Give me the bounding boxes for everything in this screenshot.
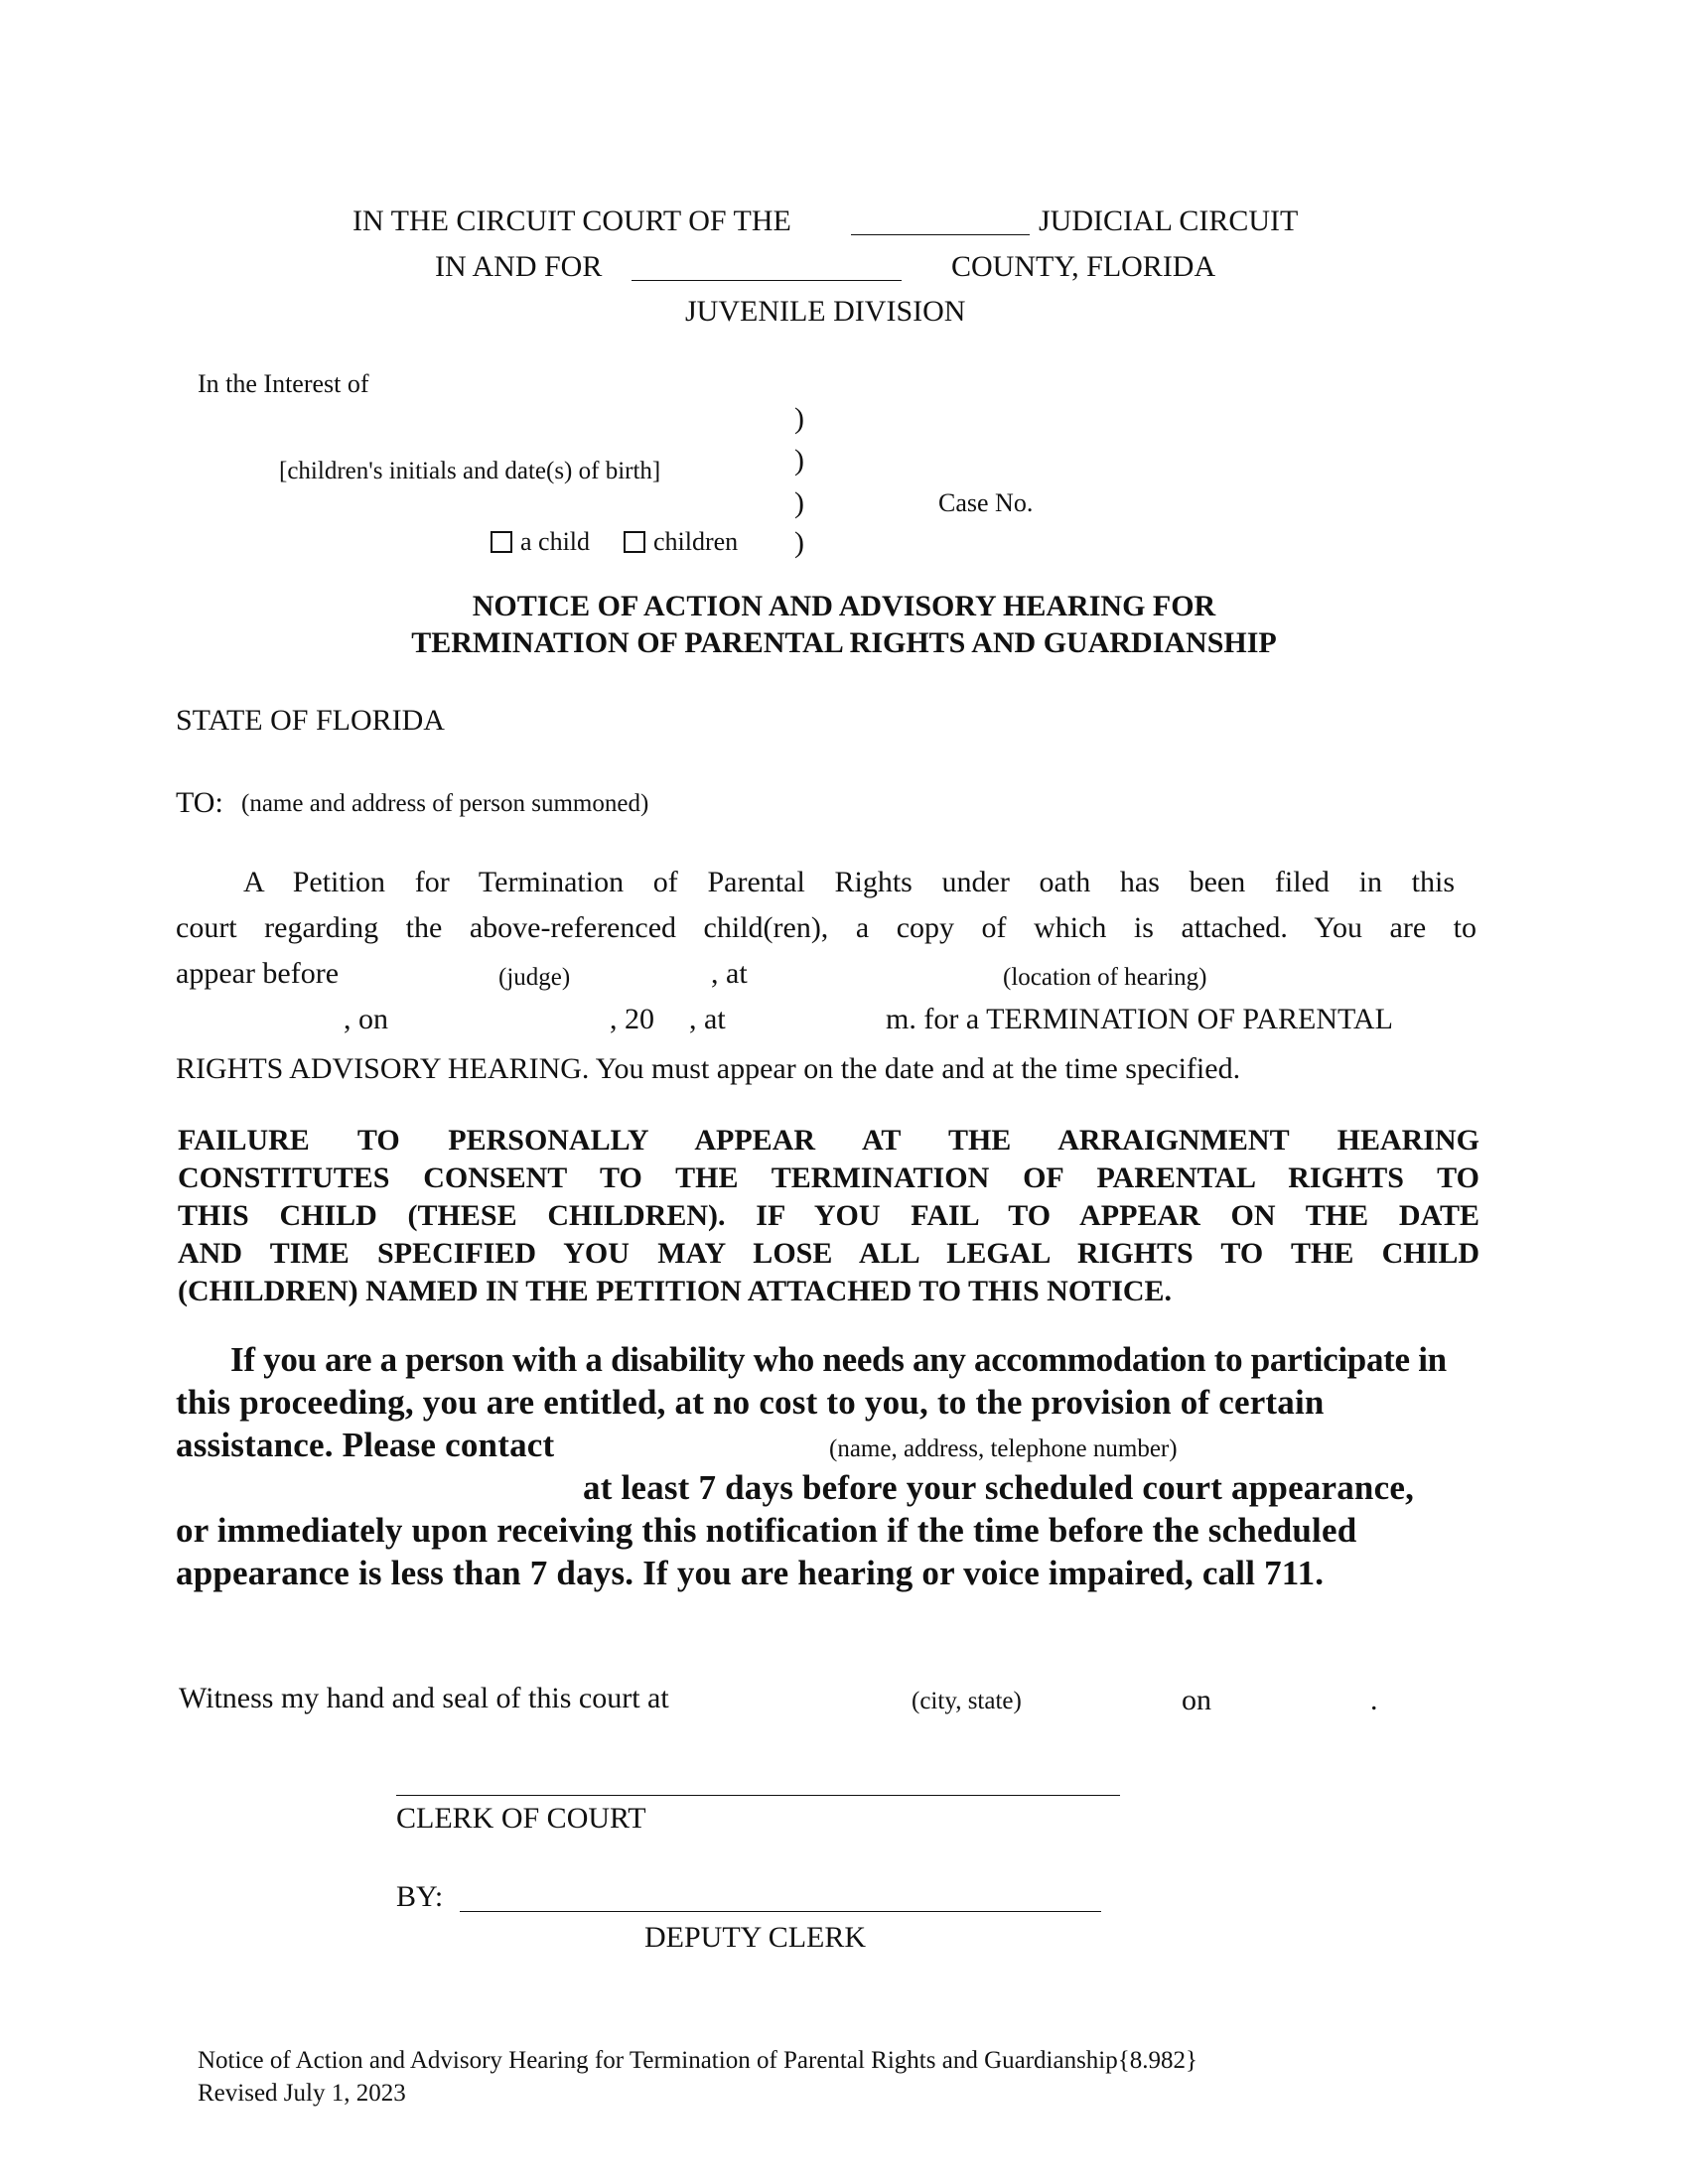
ada-line6: appearance is less than 7 days. If you are hearing or voice impaired, call 711. [176, 1554, 1325, 1592]
location-hint: (location of hearing) [1003, 964, 1207, 991]
in-interest-of: In the Interest of [198, 369, 369, 398]
clerk-of-court: CLERK OF COURT [396, 1802, 646, 1835]
ada-line2: this proceeding, you are entitled, at no cost to you, to the provision of certain [176, 1383, 1325, 1422]
warning-line2: CONSTITUTES CONSENT TO THE TERMINATION OF PARENTAL RIGHTS TO [178, 1161, 1479, 1194]
by-label: BY: [396, 1880, 444, 1913]
children-hint: [children's initials and date(s) of birth] [279, 458, 661, 484]
paren-2: ) [794, 444, 804, 477]
judge-hint: (judge) [498, 964, 571, 991]
caption-line3: JUVENILE DIVISION [685, 295, 966, 328]
case-no-label: Case No. [938, 488, 1034, 517]
warning-line1: FAILURE TO PERSONALLY APPEAR AT THE ARRAIGNMENT HEARING [178, 1124, 1479, 1157]
deputy-signature-line [460, 1911, 1101, 1912]
caption-line2-a: IN AND FOR [435, 250, 603, 283]
checkbox-icon[interactable] [491, 531, 512, 553]
warning-line4: AND TIME SPECIFIED YOU MAY LOSE ALL LEGAL RIGHTS TO THE CHILD [178, 1237, 1479, 1270]
warning-line3: THIS CHILD (THESE CHILDREN). IF YOU FAIL TO APPEAR ON THE DATE [178, 1199, 1479, 1232]
ada-line1: If you are a person with a disability who needs any accommodation to participate in [230, 1340, 1447, 1379]
ada-line5: or immediately upon receiving this notification if the time before the scheduled [176, 1511, 1357, 1550]
city-hint: (city, state) [912, 1688, 1022, 1714]
witness-on: on [1182, 1684, 1211, 1716]
footer-line1: Notice of Action and Advisory Hearing for Termination of Parental Rights and Guardianship{8.982} [198, 2047, 1198, 2074]
caption-line2-b: COUNTY, FLORIDA [951, 250, 1216, 283]
ada-line3: assistance. Please contact [176, 1426, 555, 1464]
appear-before: appear before [176, 957, 340, 990]
warning-line5: (CHILDREN) NAMED IN THE PETITION ATTACHED TO THIS NOTICE. [178, 1275, 1173, 1307]
paren-1: ) [794, 402, 804, 435]
paren-4: ) [794, 526, 804, 559]
m-for: m. for a TERMINATION OF PARENTAL [886, 1003, 1393, 1035]
county-blank [632, 280, 902, 281]
title-line1: NOTICE OF ACTION AND ADVISORY HEARING FOR [472, 590, 1216, 622]
checkbox-children[interactable]: children [624, 527, 738, 557]
footer-line2: Revised July 1, 2023 [198, 2080, 406, 2107]
clerk-signature-line [396, 1795, 1120, 1796]
circuit-blank [851, 234, 1030, 235]
at-2: , at [689, 1003, 726, 1035]
ada-line4: at least 7 days before your scheduled court appearance, [583, 1468, 1415, 1507]
state-of-florida: STATE OF FLORIDA [176, 704, 445, 737]
witness-text: Witness my hand and seal of this court at [179, 1682, 669, 1714]
title-line2: TERMINATION OF PARENTAL RIGHTS AND GUARDIANSHIP [411, 626, 1277, 659]
petition-line5: RIGHTS ADVISORY HEARING. You must appear on the date and at the time specified. [176, 1052, 1241, 1085]
witness-period: . [1370, 1684, 1378, 1716]
checkbox-icon[interactable] [624, 531, 645, 553]
petition-line2: court regarding the above-referenced child(ren), a copy of which is attached. You are to [176, 911, 1477, 944]
twenty-text: , 20 [610, 1003, 654, 1035]
petition-line1: A Petition for Termination of Parental Rights under oath has been filed in this [243, 866, 1455, 898]
caption-line1-b: JUDICIAL CIRCUIT [1039, 205, 1299, 237]
contact-hint: (name, address, telephone number) [829, 1435, 1178, 1462]
paren-3: ) [794, 486, 804, 519]
at-1: , at [711, 957, 748, 990]
caption-line1-a: IN THE CIRCUIT COURT OF THE [352, 205, 791, 237]
to-label: TO: [176, 786, 223, 819]
to-hint: (name and address of person summoned) [241, 790, 649, 817]
deputy-clerk: DEPUTY CLERK [644, 1921, 867, 1954]
on-text: , on [344, 1003, 388, 1035]
checkbox-a-child[interactable]: a child [491, 527, 590, 557]
